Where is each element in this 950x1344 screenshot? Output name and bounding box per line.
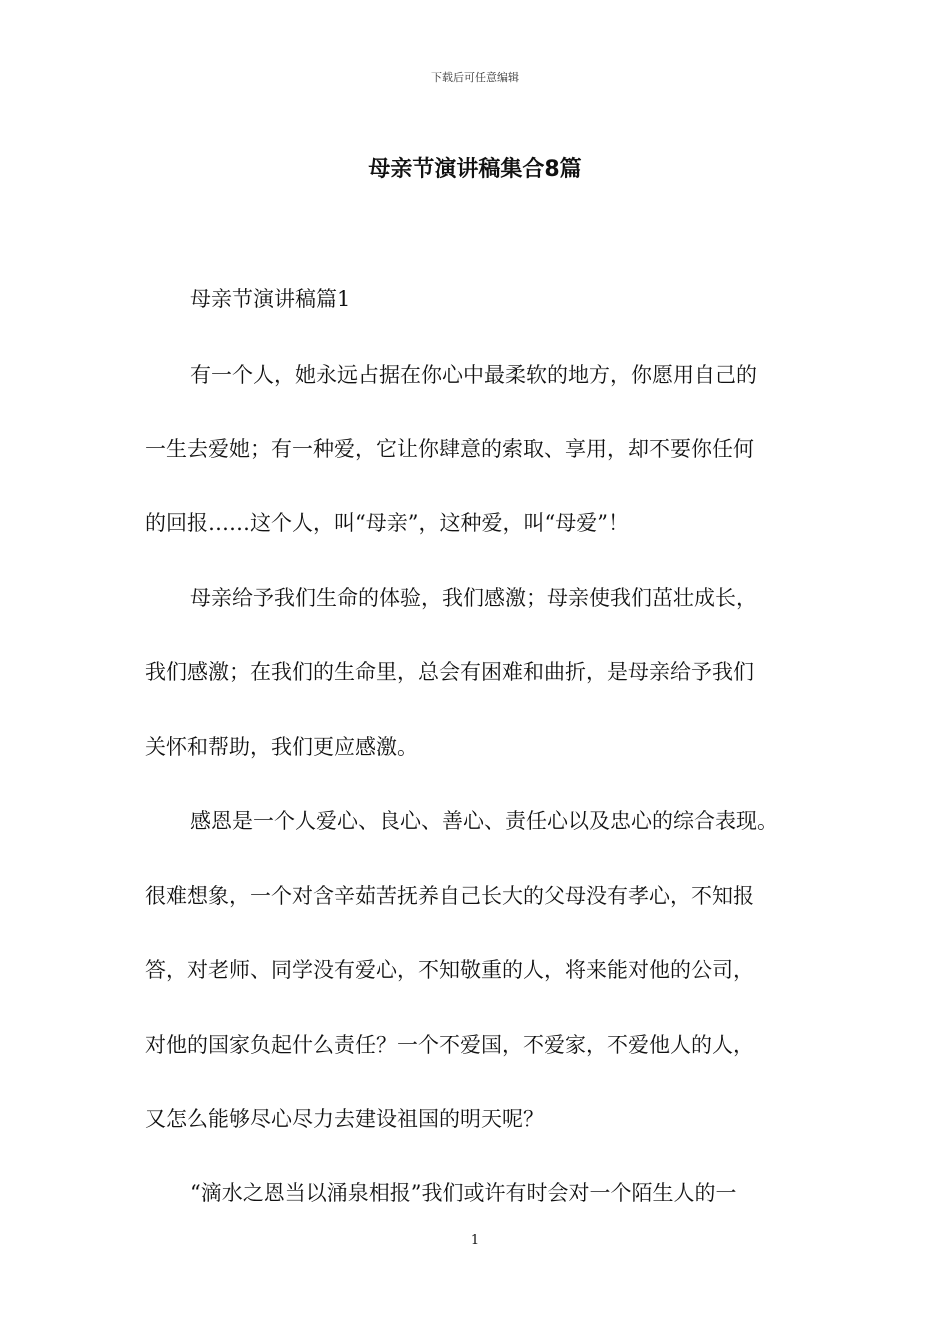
body-line-9: 答，对老师、同学没有爱心，不知敬重的人，将来能对他的公司，	[145, 958, 754, 982]
body-line-6: 关怀和帮助，我们更应感激。	[145, 735, 418, 759]
body-line-4: 母亲给予我们生命的体验，我们感激；母亲使我们茁壮成长，	[190, 586, 757, 610]
document-title: 母亲节演讲稿集合8篇	[368, 157, 582, 182]
header-note: 下载后可任意编辑	[431, 71, 519, 84]
body-line-11: 又怎么能够尽心尽力去建设祖国的明天呢？	[145, 1107, 544, 1131]
body-line-3: 的回报……这个人，叫“母亲”，这种爱，叫“母爱”！	[145, 511, 629, 535]
body-line-2: 一生去爱她；有一种爱，它让你肆意的索取、享用，却不要你任何	[145, 437, 754, 461]
body-line-10: 对他的国家负起什么责任？一个不爱国，不爱家，不爱他人的人，	[145, 1033, 754, 1057]
body-line-1: 有一个人，她永远占据在你心中最柔软的地方，你愿用自己的	[190, 363, 757, 387]
body-line-5: 我们感激；在我们的生命里，总会有困难和曲折，是母亲给予我们	[145, 660, 754, 684]
section-heading: 母亲节演讲稿篇1	[190, 287, 351, 311]
body-line-8: 很难想象，一个对含辛茹苦抚养自己长大的父母没有孝心，不知报	[145, 884, 754, 908]
page-number: 1	[470, 1233, 480, 1248]
body-line-7: 感恩是一个人爱心、良心、善心、责任心以及忠心的综合表现。	[190, 809, 778, 833]
body-line-12: “滴水之恩当以涌泉相报”我们或许有时会对一个陌生人的一	[190, 1181, 737, 1205]
